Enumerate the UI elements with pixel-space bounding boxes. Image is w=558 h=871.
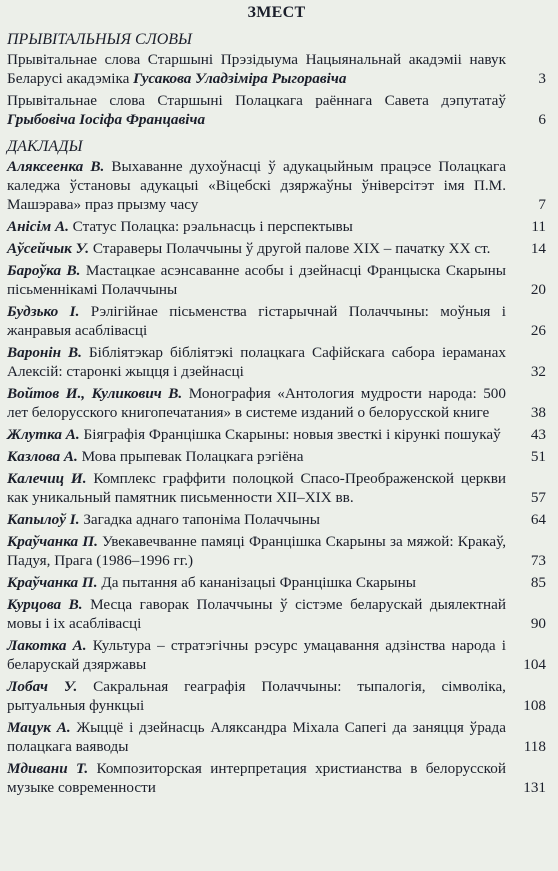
entry-author: Казлова А. bbox=[7, 448, 78, 465]
entry-author: Анісім А. bbox=[7, 218, 69, 235]
entry-page-number: 73 bbox=[530, 552, 546, 569]
entry-page-number: 108 bbox=[523, 697, 546, 714]
toc-entry[interactable] bbox=[7, 636, 546, 674]
entry-title: Статус Полацка: рэальнасць і перспектывы bbox=[68, 218, 353, 235]
entry-author: Капылоў І. bbox=[7, 511, 80, 528]
entry-text bbox=[7, 157, 520, 214]
entry-title: Бібліятэкар бібліятэкі полацкага Сафійскага сабора іераманах Алексій: старонкі жыцця і дзейнасці bbox=[7, 344, 507, 380]
toc-section bbox=[7, 30, 546, 129]
entry-text bbox=[7, 50, 520, 88]
entry-page-number: 11 bbox=[531, 218, 546, 235]
entry-text bbox=[7, 343, 520, 381]
entry-title: Увекавечванне памяці Францішка Скарыны за мяжой: Кракаў, Падуя, Прага (1986–1996 гг.) bbox=[7, 533, 506, 569]
entry-author: Мацук А. bbox=[7, 719, 71, 736]
entry-page-number: 7 bbox=[538, 196, 546, 213]
toc-section bbox=[7, 137, 546, 797]
toc-entry[interactable] bbox=[7, 217, 546, 236]
entry-title: Комплекс граффити полоцкой Спасо-Преображенской церкви как уникальный памятник письменности XII–XIX вв. bbox=[7, 470, 506, 506]
toc-entry[interactable] bbox=[7, 261, 546, 299]
entry-page-number: 20 bbox=[530, 281, 546, 298]
entry-page-number: 131 bbox=[523, 779, 546, 796]
entry-author: Калечиц И. bbox=[7, 470, 87, 487]
entry-text bbox=[7, 384, 520, 422]
entry-text bbox=[7, 239, 520, 258]
page-title: ЗМЕСТ bbox=[247, 4, 306, 21]
entry-author: Жлутка А. bbox=[7, 426, 80, 443]
entry-title: Жыццё і дзейнасць Аляксандра Міхала Сапегі да заняцця ўрада полацкага ваяводы bbox=[7, 719, 506, 755]
entry-page-number: 32 bbox=[530, 363, 546, 380]
toc-entry[interactable] bbox=[7, 532, 546, 570]
entry-text bbox=[7, 302, 520, 340]
section-heading: ДАКЛАДЫ bbox=[7, 138, 83, 155]
entry-author: Войтов И., Куликович В. bbox=[7, 385, 183, 402]
entry-text bbox=[7, 759, 520, 797]
entry-page-number: 26 bbox=[530, 322, 546, 339]
entry-text bbox=[7, 447, 520, 466]
entry-author: Курцова В. bbox=[7, 596, 83, 613]
toc-entry[interactable] bbox=[7, 510, 546, 529]
entry-title: Біяграфія Францішка Скарыны: новыя звесткі і кірункі пошукаў bbox=[79, 426, 501, 443]
entry-author: Аўсейчык У. bbox=[7, 240, 90, 257]
entry-title: Загадка аднаго тапоніма Полаччыны bbox=[79, 511, 320, 528]
entry-title: Стараверы Полаччыны ў другой палове XIX – пачатку XX ст. bbox=[89, 240, 491, 257]
toc-entry[interactable] bbox=[7, 573, 546, 592]
entry-title: Рэлігійнае пісьменства гістарычнай Полаччыны: моўныя і жанравыя асаблівасці bbox=[7, 303, 506, 339]
entry-text bbox=[7, 261, 520, 299]
toc-entry[interactable] bbox=[7, 302, 546, 340]
entry-text bbox=[7, 469, 520, 507]
toc-sections bbox=[7, 30, 546, 797]
entry-text bbox=[7, 510, 520, 529]
toc-entry[interactable] bbox=[7, 50, 546, 88]
entry-title: Композиторская интерпретация христианства в белорусской музыке современности bbox=[7, 760, 506, 796]
entry-author: Мдивани Т. bbox=[7, 760, 89, 777]
entry-page-number: 104 bbox=[523, 656, 546, 673]
toc-entry[interactable] bbox=[7, 425, 546, 444]
entry-title: Прывітальнае слова Старшыні Полацкага раённага Савета дэпутатаў bbox=[7, 92, 506, 109]
entry-author: Краўчанка П. bbox=[7, 533, 98, 550]
entry-text bbox=[7, 718, 520, 756]
entry-page-number: 14 bbox=[530, 240, 546, 257]
toc-entry[interactable] bbox=[7, 157, 546, 214]
entry-text bbox=[7, 532, 520, 570]
entry-text bbox=[7, 425, 520, 444]
entry-title: Месца гаворак Полаччыны ў сістэме беларускай дыялектнай мовы і іх асаблівасці bbox=[7, 596, 506, 632]
entry-author: Краўчанка П. bbox=[7, 574, 98, 591]
entry-page-number: 3 bbox=[538, 70, 546, 87]
toc-entry[interactable] bbox=[7, 384, 546, 422]
entry-text bbox=[7, 573, 520, 592]
entry-page-number: 85 bbox=[530, 574, 546, 591]
entry-author: Лобач У. bbox=[7, 678, 78, 695]
entry-author: Гусакова Уладзіміра Рыгоравіча bbox=[133, 70, 347, 87]
entry-page-number: 6 bbox=[538, 111, 546, 128]
entry-author: Бароўка В. bbox=[7, 262, 81, 279]
toc-entry[interactable] bbox=[7, 343, 546, 381]
toc-entry[interactable] bbox=[7, 239, 546, 258]
entry-page-number: 90 bbox=[530, 615, 546, 632]
entry-author: Аляксеенка В. bbox=[7, 158, 105, 175]
toc-entry[interactable] bbox=[7, 759, 546, 797]
entry-author: Будзько І. bbox=[7, 303, 80, 320]
entry-author: Грыбовіча Іосіфа Францавіча bbox=[7, 111, 206, 128]
toc-entry[interactable] bbox=[7, 718, 546, 756]
entry-page-number: 43 bbox=[530, 426, 546, 443]
entry-title: Монография «Антология мудрости народа: 500 лет белорусского книгопечатания» в системе изданий о белорусской книге bbox=[7, 385, 506, 421]
toc-entry[interactable] bbox=[7, 447, 546, 466]
entry-text bbox=[7, 677, 520, 715]
entry-page-number: 38 bbox=[530, 404, 546, 421]
toc-entry[interactable] bbox=[7, 677, 546, 715]
entry-text bbox=[7, 91, 520, 129]
entry-title: Мова прыпевак Полацкага рэгіёна bbox=[77, 448, 304, 465]
entry-author: Лакотка А. bbox=[7, 637, 87, 654]
entry-title: Да пытання аб кананізацыі Францішка Скарыны bbox=[97, 574, 416, 591]
entry-author: Варонін В. bbox=[7, 344, 82, 361]
entry-title: Мастацкае асэнсаванне асобы і дзейнасці Францыска Скарыны пісьменнікамі Полаччыны bbox=[7, 262, 506, 298]
toc-entry[interactable] bbox=[7, 469, 546, 507]
entry-title: Культура – стратэгічны рэсурс умацавання адзінства народа і беларускай дзяржавы bbox=[7, 637, 506, 673]
entry-page-number: 51 bbox=[530, 448, 546, 465]
entry-title: Выхаванне духоўнасці ў адукацыйным працэсе Полацкага каледжа ўстановы адукацыі «Віцебскі дзяржаўны ўніверсітэт імя П.М. Машэрава» праз прызму часу bbox=[7, 158, 506, 213]
entry-title: Сакральная геаграфія Полаччыны: тыпалогія, сімволіка, рытуальныя функцыі bbox=[7, 678, 506, 714]
entry-text bbox=[7, 636, 520, 674]
entry-page-number: 118 bbox=[523, 738, 546, 755]
toc-entry[interactable] bbox=[7, 91, 546, 129]
entry-page-number: 64 bbox=[530, 511, 546, 528]
entry-title: Прывітальнае слова Старшыні Прэзідыума Нацыянальнай акадэміі навук Беларусі акадэміка bbox=[7, 51, 506, 87]
entry-page-number: 57 bbox=[530, 489, 546, 506]
toc-entry[interactable] bbox=[7, 595, 546, 633]
entry-text bbox=[7, 595, 520, 633]
section-heading: ПРЫВІТАЛЬНЫЯ СЛОВЫ bbox=[7, 31, 193, 48]
entry-text bbox=[7, 217, 520, 236]
